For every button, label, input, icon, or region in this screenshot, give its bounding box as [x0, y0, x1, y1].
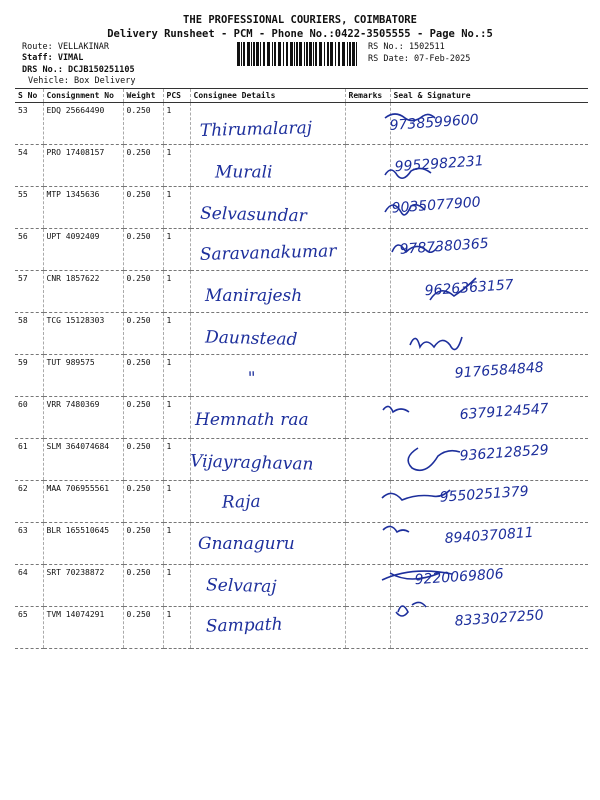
signature-cell: [390, 229, 588, 271]
handwritten-phone: 9220069806: [414, 566, 505, 589]
signature-cell: [390, 103, 588, 145]
col-weight: Weight: [123, 89, 163, 103]
table-row: [15, 145, 588, 187]
consignment-cell: TUT 989575: [43, 355, 123, 397]
signature-cell: [390, 145, 588, 187]
consignment-cell: UPT 4092409: [43, 229, 123, 271]
sno-cell: 58: [15, 313, 43, 355]
signature-cell: [390, 565, 588, 607]
consignee-cell: [190, 313, 345, 355]
signature-cell: [390, 481, 588, 523]
table-row: [15, 565, 588, 607]
remarks-cell: [345, 103, 390, 145]
sno-cell: 64: [15, 565, 43, 607]
handwritten-name: Hemnath raa: [195, 410, 309, 431]
handwritten-phone: 9362128529: [459, 442, 550, 465]
weight-cell: 0.250: [123, 313, 163, 355]
remarks-cell: [345, 145, 390, 187]
handwritten-phone: 9176584848: [454, 359, 545, 382]
handwritten-phone: 8333027250: [454, 607, 545, 630]
weight-cell: 0.250: [123, 187, 163, 229]
rs-number: RS No.: 1502511: [368, 42, 445, 52]
table-row: [15, 103, 588, 145]
handwritten-phone: 9035077900: [391, 194, 482, 217]
sno-cell: 53: [15, 103, 43, 145]
weight-cell: 0.250: [123, 565, 163, 607]
table-header-row: [15, 89, 588, 103]
pcs-cell: 1: [163, 523, 190, 565]
sno-cell: 60: [15, 397, 43, 439]
pcs-cell: 1: [163, 607, 190, 649]
handwritten-name: ": [247, 368, 256, 389]
route-label: Route: VELLAKINAR: [22, 42, 109, 52]
handwritten-name: Sampath: [205, 614, 283, 637]
runsheet-table: [15, 88, 588, 649]
pcs-cell: 1: [163, 187, 190, 229]
col-sno: S No: [15, 89, 43, 103]
remarks-cell: [345, 607, 390, 649]
pcs-cell: 1: [163, 271, 190, 313]
handwritten-name: Gnanaguru: [198, 534, 295, 554]
signature-cell: [390, 271, 588, 313]
vehicle-label: Vehicle: Box Delivery: [28, 76, 136, 86]
handwritten-phone: 9550251379: [439, 483, 530, 506]
remarks-cell: [345, 439, 390, 481]
pcs-cell: 1: [163, 103, 190, 145]
remarks-cell: [345, 397, 390, 439]
remarks-cell: [345, 355, 390, 397]
consignment-cell: BLR 165510645: [43, 523, 123, 565]
handwritten-phone: 9787380365: [399, 235, 490, 258]
weight-cell: 0.250: [123, 145, 163, 187]
consignment-cell: MAA 706955561: [43, 481, 123, 523]
runsheet-subtitle: Delivery Runsheet - PCM - Phone No.:0422-3505555 - Page No.:5: [107, 28, 493, 40]
handwritten-name: Raja: [221, 491, 261, 513]
pcs-cell: 1: [163, 565, 190, 607]
handwritten-phone: 9738599600: [389, 111, 480, 134]
remarks-cell: [345, 313, 390, 355]
consignment-cell: SLM 364074684: [43, 439, 123, 481]
weight-cell: 0.250: [123, 355, 163, 397]
handwritten-phone: 8940370811: [444, 524, 535, 547]
remarks-cell: [345, 271, 390, 313]
pcs-cell: 1: [163, 355, 190, 397]
consignee-cell: [190, 187, 345, 229]
signature-cell: [390, 355, 588, 397]
consignment-cell: TVM 14074291: [43, 607, 123, 649]
handwritten-phone: 6379124547: [459, 400, 550, 424]
pcs-cell: 1: [163, 145, 190, 187]
sno-cell: 55: [15, 187, 43, 229]
sno-cell: 62: [15, 481, 43, 523]
col-remarks: Remarks: [345, 89, 390, 103]
sno-cell: 61: [15, 439, 43, 481]
table-row: [15, 397, 588, 439]
weight-cell: 0.250: [123, 481, 163, 523]
remarks-cell: [345, 565, 390, 607]
table-row: [15, 229, 588, 271]
consignee-cell: [190, 481, 345, 523]
handwritten-name: Daunstead: [204, 327, 298, 350]
signature-cell: [390, 313, 588, 355]
remarks-cell: [345, 229, 390, 271]
remarks-cell: [345, 523, 390, 565]
consignee-cell: [190, 355, 345, 397]
pcs-cell: 1: [163, 481, 190, 523]
table-row: [15, 439, 588, 481]
consignee-cell: [190, 607, 345, 649]
pcs-cell: 1: [163, 439, 190, 481]
consignee-cell: [190, 145, 345, 187]
consignee-cell: [190, 103, 345, 145]
sno-cell: 56: [15, 229, 43, 271]
col-pcs: PCS: [163, 89, 190, 103]
table-row: [15, 523, 588, 565]
consignment-cell: EDQ 25664490: [43, 103, 123, 145]
sno-cell: 54: [15, 145, 43, 187]
weight-cell: 0.250: [123, 607, 163, 649]
pcs-cell: 1: [163, 229, 190, 271]
remarks-cell: [345, 187, 390, 229]
weight-cell: 0.250: [123, 271, 163, 313]
weight-cell: 0.250: [123, 397, 163, 439]
drs-number: DRS No.: DCJB150251105: [22, 65, 135, 75]
col-consignee: Consignee Details: [190, 89, 345, 103]
table-row: [15, 481, 588, 523]
sno-cell: 59: [15, 355, 43, 397]
table-row: [15, 607, 588, 649]
table-row: [15, 187, 588, 229]
table-row: [15, 313, 588, 355]
handwritten-name: Thirumalaraj: [199, 118, 313, 141]
consignee-cell: [190, 397, 345, 439]
col-consignment: Consignment No: [43, 89, 123, 103]
consignment-cell: MTP 1345636: [43, 187, 123, 229]
consignee-cell: [190, 439, 345, 481]
runsheet-title: THE PROFESSIONAL COURIERS, COIMBATORE: [183, 14, 417, 26]
consignee-cell: [190, 271, 345, 313]
handwritten-phone: 9952982231: [394, 153, 485, 176]
table-row: [15, 271, 588, 313]
weight-cell: 0.250: [123, 103, 163, 145]
weight-cell: 0.250: [123, 439, 163, 481]
consignee-cell: [190, 229, 345, 271]
consignee-cell: [190, 523, 345, 565]
consignee-cell: [190, 565, 345, 607]
signature-cell: [390, 187, 588, 229]
rs-date: RS Date: 07-Feb-2025: [368, 54, 471, 64]
weight-cell: 0.250: [123, 523, 163, 565]
handwritten-name: Murali: [215, 162, 273, 183]
consignment-cell: CNR 1857622: [43, 271, 123, 313]
sno-cell: 63: [15, 523, 43, 565]
barcode-icon: [237, 42, 359, 66]
pcs-cell: 1: [163, 397, 190, 439]
remarks-cell: [345, 481, 390, 523]
handwritten-name: Manirajesh: [205, 286, 303, 307]
table-row: [15, 355, 588, 397]
signature-cell: [390, 523, 588, 565]
staff-label: Staff: VIMAL: [22, 53, 84, 63]
consignment-cell: VRR 7480369: [43, 397, 123, 439]
consignment-cell: TCG 15128303: [43, 313, 123, 355]
handwritten-phone: 9626363157: [424, 277, 515, 300]
sno-cell: 65: [15, 607, 43, 649]
sno-cell: 57: [15, 271, 43, 313]
weight-cell: 0.250: [123, 229, 163, 271]
pcs-cell: 1: [163, 313, 190, 355]
consignment-cell: SRT 70238872: [43, 565, 123, 607]
handwritten-name: Vijayraghavan: [189, 451, 314, 475]
signature-cell: [390, 397, 588, 439]
consignment-cell: PRO 17408157: [43, 145, 123, 187]
col-signature: Seal & Signature: [390, 89, 588, 103]
handwritten-name: Selvaraj: [205, 575, 277, 598]
signature-cell: [390, 607, 588, 649]
handwritten-name: Selvasundar: [199, 203, 308, 227]
handwritten-name: Saravanakumar: [199, 241, 337, 265]
signature-cell: [390, 439, 588, 481]
